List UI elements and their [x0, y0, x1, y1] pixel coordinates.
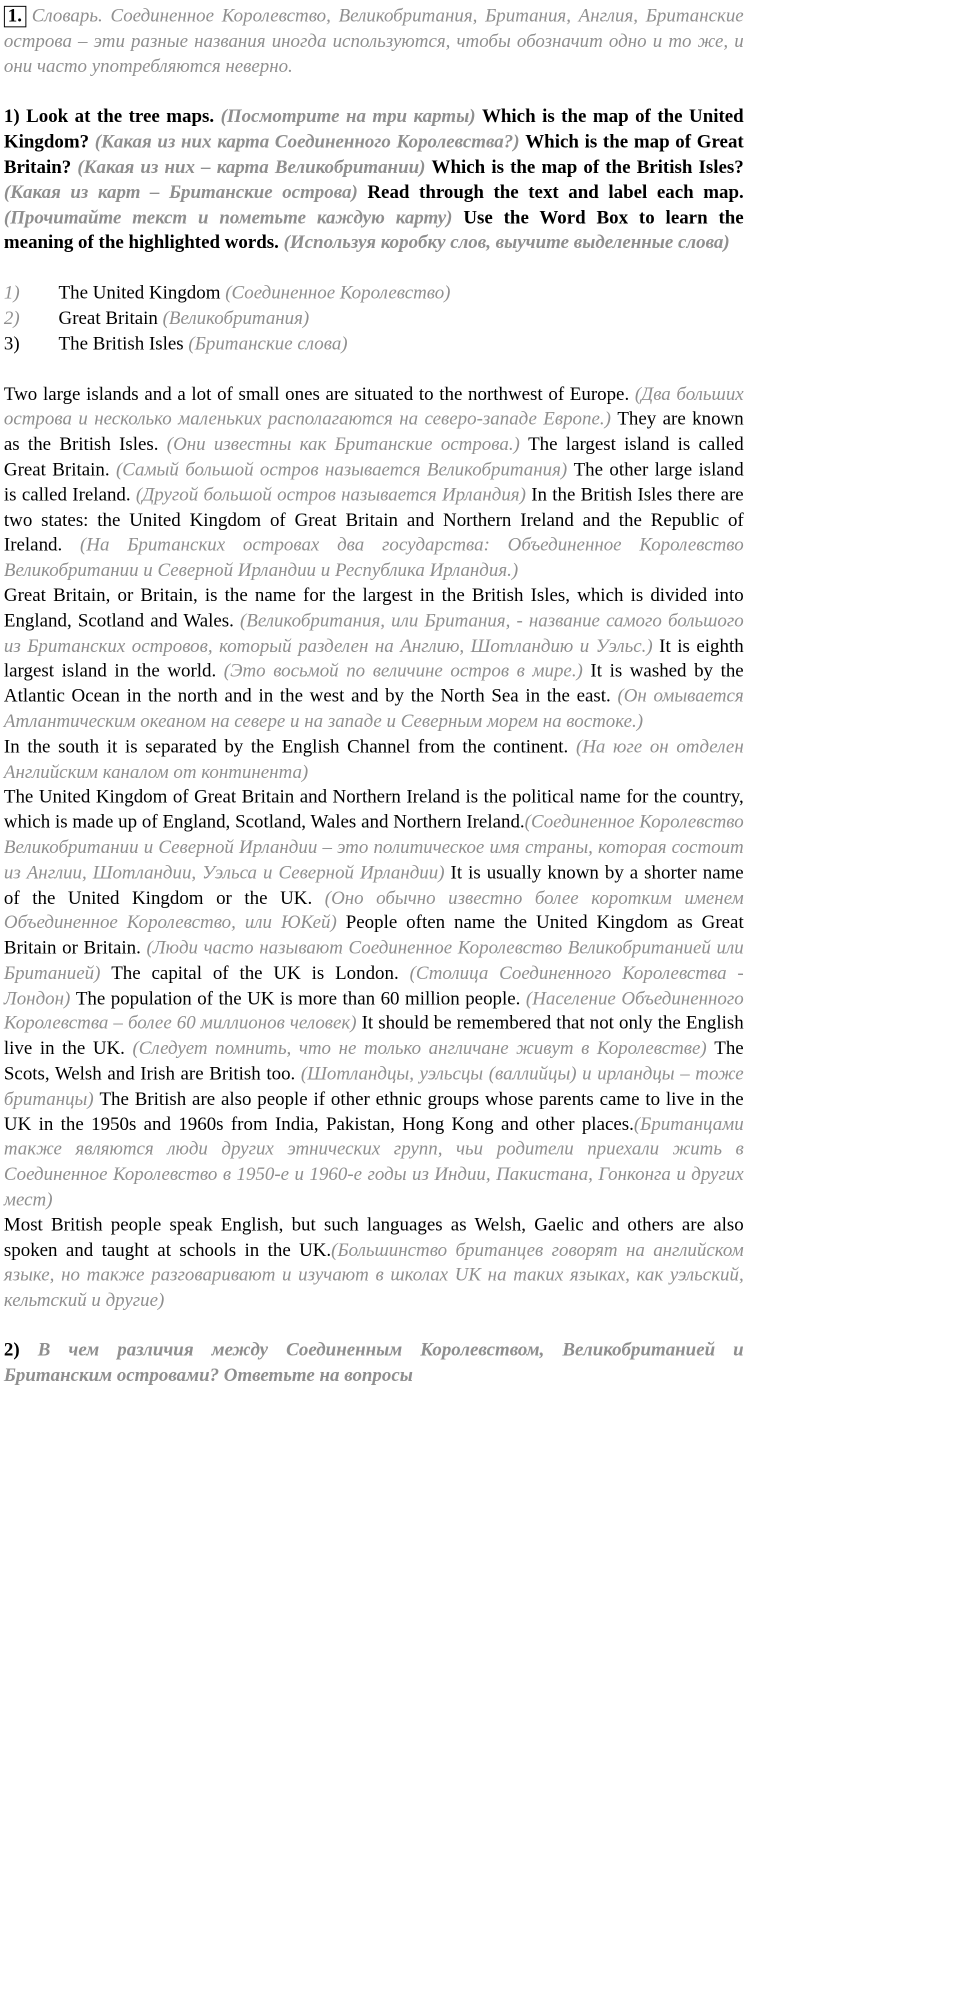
instruction-ru: (Какая из них карта Соединенного Королевства?) [94, 131, 526, 153]
list-item-ru: (Соединенное Королевство) [225, 283, 451, 304]
list-item-en: The United Kingdom [58, 283, 226, 304]
list-item [4, 332, 744, 357]
map-label-list [4, 281, 744, 357]
instruction-ru: (Прочитайте текст и пометьте каждую карту) [3, 207, 464, 228]
instruction-en: Which is the map of the United Kingdom? [3, 106, 744, 153]
sentence-ru: (На юге он отделен Английским каналом от континента) [3, 736, 744, 783]
instruction-ru: (Используя коробку слов, выучите выделенные слова) [283, 232, 730, 254]
sentence-en: The Scots, Welsh and Irish are British too. [3, 1038, 744, 1085]
list-item [4, 306, 744, 331]
task1-instructions [4, 105, 744, 256]
list-text [59, 306, 310, 331]
sentence-en: Most British people speak English, but such languages as Welsh, Gaelic and others are also spoken and taught at schools in the UK. [3, 1214, 744, 1261]
list-number: 3) [3, 333, 20, 355]
text-paragraph [4, 382, 744, 583]
spacer [4, 256, 744, 281]
sentence-ru: (Следует помнить, что не только англичане живут в Королевстве) [132, 1038, 715, 1060]
sentence-en: Two large islands and a lot of small ones are situated to the northwest of Europe. [3, 384, 635, 405]
sentence-en: It is washed by the Atlantic Ocean in the north and in the west and by the North Sea in the east. [3, 661, 744, 707]
sentence-en: Great Britain, or Britain, is the name for the largest in the British Isles, which is divided into England, Scotland and Wales. [3, 585, 744, 632]
instruction-en: 1) Look at the tree maps. [3, 106, 221, 128]
list-item-en: Great Britain [58, 308, 163, 329]
spacer [4, 1314, 744, 1338]
sentence-ru: (Другой большой остров называется Ирландия) [135, 484, 532, 506]
sentence-en: People often name the United Kingdom as Great Britain or Britain. [3, 912, 744, 959]
sentence-en: The population of the UK is more than 60 million people. [75, 988, 526, 1009]
instruction-ru: (Какая из карт – Британские острова) [3, 182, 368, 203]
list-item-en: The British Isles [58, 333, 189, 355]
instruction-en: Read through the text and label each map. [367, 182, 744, 203]
sentence-ru: (Самый большой остров называется Великобритания) [115, 459, 574, 481]
list-text [59, 281, 451, 306]
sentence-en: The British are also people if other ethnic groups whose parents came to live in the UK in the 1950s and 1960s from India, Pakistan, Hong Kong and other places. [3, 1089, 744, 1135]
sentence-en: It is eighth largest island in the world. [3, 635, 744, 682]
sentence-en: They are known as the British Isles. [3, 409, 744, 455]
instruction-ru: (Посмотрите на три карты) [220, 106, 482, 128]
list-number: 2) [3, 308, 20, 329]
list-number: 1) [3, 283, 20, 304]
text-paragraph [4, 785, 744, 1213]
sentence-en: It should be remembered that not only the English live in the UK. [3, 1013, 744, 1060]
task2-question [4, 1338, 744, 1388]
instruction-en: Which is the map of the British Isles? [431, 157, 744, 178]
sentence-en: In the British Isles there are two states: the United Kingdom of Great Britain and Northern Ireland and the Republic of Ireland. [3, 484, 744, 556]
sentence-ru: (Столица Соединенного Королевства - Лондон) [3, 963, 744, 1009]
sentence-ru: (Оно обычно известно более коротким именем Объединенное Королевство, или ЮКей) [3, 887, 744, 934]
sentence-ru: (На Британских островах два государства: Объединенное Королевство Великобритании и Северной Ирландии и Республика Ирландия.) [3, 535, 744, 581]
sentence-ru: (Большинство британцев говорят на английском языке, но также разговаривают и изучают в школах UK на таких языках, как уэльский, кельтский и другие) [3, 1240, 744, 1312]
sentence-en: The other large island is called Ireland. [3, 459, 744, 506]
sentence-ru: (Они известны как Британские острова.) [166, 434, 529, 455]
text-paragraph [4, 584, 744, 735]
list-item-ru: (Великобритания) [162, 308, 310, 329]
sentence-en: The largest island is called Great Britain. [3, 434, 744, 481]
intro-text: Словарь. Соединенное Королевство, Великобритания, Британия, Англия, Британские острова – эти разные названия иногда используются, чтобы обозначит одно и то же, и они часто употребляются неверно. [3, 5, 744, 77]
sentence-en: It is usually known by a shorter name of the United Kingdom or the UK. [3, 862, 744, 909]
intro-paragraph [4, 4, 744, 80]
sentence-ru: (Люди часто называют Соединенное Королевство Великобританией или Британией) [3, 938, 744, 984]
sentence-ru: (Соединенное Королевство Великобритании и Северной Ирландии – это политическое имя страны, которая состоит из Англии, Шотландии, Уэльса и Северной Ирландии) [3, 812, 744, 883]
instruction-en: Use the Word Box to learn the meaning of the highlighted words. [3, 207, 744, 254]
list-item-ru: (Британские слова) [188, 333, 348, 355]
task2-number: 2) [3, 1340, 38, 1361]
list-text [59, 332, 348, 357]
sentence-en: In the south it is separated by the English Channel from the continent. [3, 736, 576, 758]
sentence-ru: (Британцами также являются люди других этнических групп, чьи родители приехали жить в Соединенное Королевство в 1950-е и 1960-е годы из Индии, Пакистана, Гонконга и других мест) [3, 1114, 744, 1211]
sentence-en: The United Kingdom of Great Britain and Northern Ireland is the political name for the country, which is made up of England, Scotland, Wales and Northern Ireland. [3, 786, 744, 833]
instruction-en: Which is the map of Great Britain? [3, 131, 744, 178]
text-paragraph [4, 1213, 744, 1314]
sentence-ru: (Он омывается Атлантическим океаном на севере и на западе и Северным морем на востоке.) [3, 686, 744, 732]
sentence-ru: (Шотландцы, уэльсцы (валлийцы) и ирландцы – тоже британцы) [3, 1063, 744, 1110]
sentence-ru: (Великобритания, или Британия, - название самого большого из Британских островов, который разделен на Англию, Шотландию и Уэльс.) [3, 610, 744, 657]
sentence-ru: (Два больших острова и несколько маленьких располагаются на северо-западе Европе.) [3, 384, 744, 430]
text-paragraph [4, 735, 744, 785]
sentence-en: The capital of the UK is London. [111, 963, 410, 984]
task-number-box: 1. [4, 6, 26, 27]
main-text [4, 382, 744, 1314]
task2-text: В чем различия между Соединенным Королевством, Великобританией и Британским островами? Ответьте на вопросы [3, 1340, 744, 1386]
sentence-ru: (Население Объединенного Королевства – более 60 миллионов человек) [3, 988, 744, 1035]
list-item [4, 281, 744, 306]
instruction-ru: (Какая из них – карта Великобритании) [77, 157, 432, 178]
spacer [4, 79, 744, 104]
sentence-ru: (Это восьмой по величине остров в мире.) [223, 661, 591, 682]
spacer [4, 357, 744, 382]
